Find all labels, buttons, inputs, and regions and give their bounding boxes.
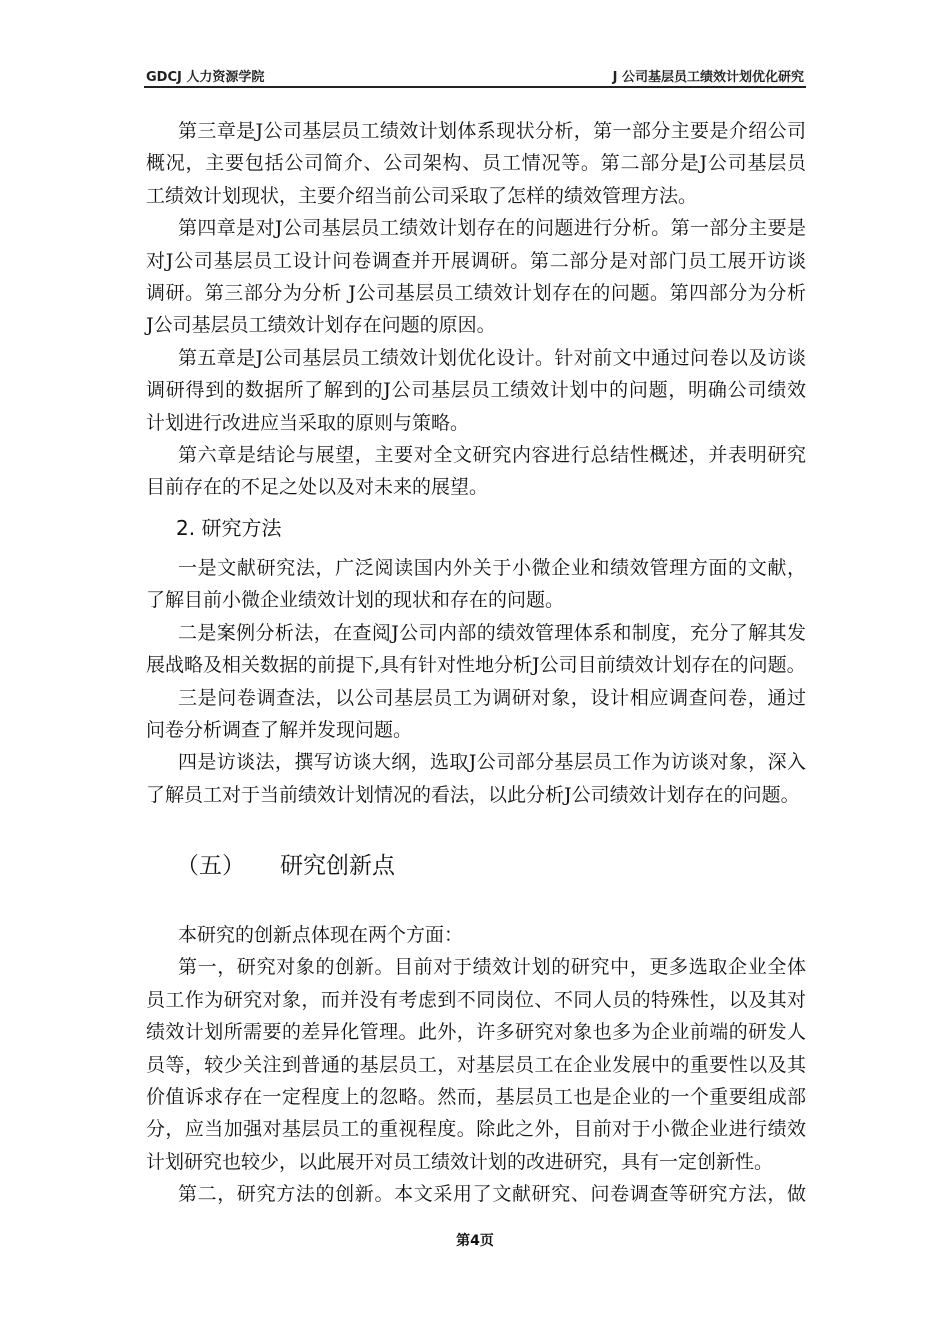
paragraph-line: 员等，较少关注到普通的基层员工，对基层员工在企业发展中的重要性以及其 [146, 1053, 806, 1076]
paragraph-line: 展战略及相关数据的前提下,具有针对性地分析J公司目前绩效计划存在的问题。 [146, 654, 806, 677]
paragraph-line: 了解员工对于当前绩效计划情况的看法，以此分析J公司绩效计划存在的问题。 [146, 783, 800, 806]
paragraph-line: 第一，研究对象的创新。目前对于绩效计划的研究中，更多选取企业全体 [178, 956, 806, 979]
section-title: 研究创新点 [280, 853, 395, 879]
paragraph-line: 三是问卷调查法，以公司基层员工为调研对象，设计相应调查问卷，通过 [178, 686, 806, 709]
section-heading-innovation [176, 847, 395, 880]
paragraph-line: 计划研究也较少，以此展开对员工绩效计划的改进研究，具有一定创新性。 [146, 1150, 774, 1173]
page-number: 第4页 [456, 1233, 494, 1249]
paragraph-line: 价值诉求存在一定程度上的忽略。然而，基层员工也是企业的一个重要组成部 [146, 1086, 806, 1108]
paragraph-line: J公司基层员工绩效计划存在问题的原因。 [146, 314, 496, 337]
paragraph-line: 一是文献研究法，广泛阅读国内外关于小微企业和绩效管理方面的文献， [178, 557, 806, 579]
header-rule [144, 86, 806, 88]
paragraph-line: 二是案例分析法，在查阅J公司内部的绩效管理体系和制度，充分了解其发 [178, 621, 806, 644]
paragraph-line: 第四章是对J公司基层员工绩效计划存在的问题进行分析。第一部分主要是 [178, 217, 806, 240]
paragraph-line: 分，应当加强对基层员工的重视程度。除此之外，目前对于小微企业进行绩效 [146, 1118, 806, 1141]
paragraph-line: 第二，研究方法的创新。本文采用了文献研究、问卷调查等研究方法，做 [178, 1183, 806, 1206]
paragraph-line: 第五章是J公司基层员工绩效计划优化设计。针对前文中通过问卷以及访谈 [178, 346, 806, 369]
paragraph-line: 第三章是J公司基层员工绩效计划体系现状分析，第一部分主要是介绍公司 [178, 120, 806, 142]
paragraph-line: 了解目前小微企业绩效计划的现状和存在的问题。 [146, 589, 565, 612]
header-school: GDCJ 人力资源学院 [146, 70, 265, 85]
paragraph-line: 概况，主要包括公司简介、公司架构、员工情况等。第二部分是J公司基层员 [146, 152, 806, 175]
paragraph-line: 员工作为研究对象，而并没有考虑到不同岗位、不同人员的特殊性，以及其对 [146, 988, 806, 1011]
paragraph-line: 目前存在的不足之处以及对未来的展望。 [146, 476, 489, 499]
paragraph-line: 计划进行改进应当采取的原则与策略。 [146, 411, 470, 434]
paragraph-line: 本研究的创新点体现在两个方面： [178, 924, 464, 946]
paragraph-line: 绩效计划所需要的差异化管理。此外，许多研究对象也多为企业前端的研发人 [146, 1021, 806, 1044]
header-title: J 公司基层员工绩效计划优化研究 [612, 70, 804, 85]
paragraph-line: 工绩效计划现状，主要介绍当前公司采取了怎样的绩效管理方法。 [146, 184, 698, 207]
section-number: （五） [176, 853, 245, 879]
paragraph-line: 调研。第三部分为分析 J公司基层员工绩效计划存在的问题。第四部分为分析 [146, 282, 806, 304]
paragraph-line: 第六章是结论与展望，主要对全文研究内容进行总结性概述，并表明研究 [178, 444, 806, 466]
paragraph-line: 问卷分析调查了解并发现问题。 [146, 719, 413, 741]
paragraph-line: 四是访谈法，撰写访谈大纲，选取J公司部分基层员工作为访谈对象，深入 [178, 751, 806, 774]
section-heading-methods: 2. 研究方法 [176, 516, 282, 540]
paragraph-line: 调研得到的数据所了解到的J公司基层员工绩效计划中的问题，明确公司绩效 [146, 379, 806, 402]
paragraph-line: 对J公司基层员工设计问卷调查并开展调研。第二部分是对部门员工展开访谈 [146, 249, 806, 272]
